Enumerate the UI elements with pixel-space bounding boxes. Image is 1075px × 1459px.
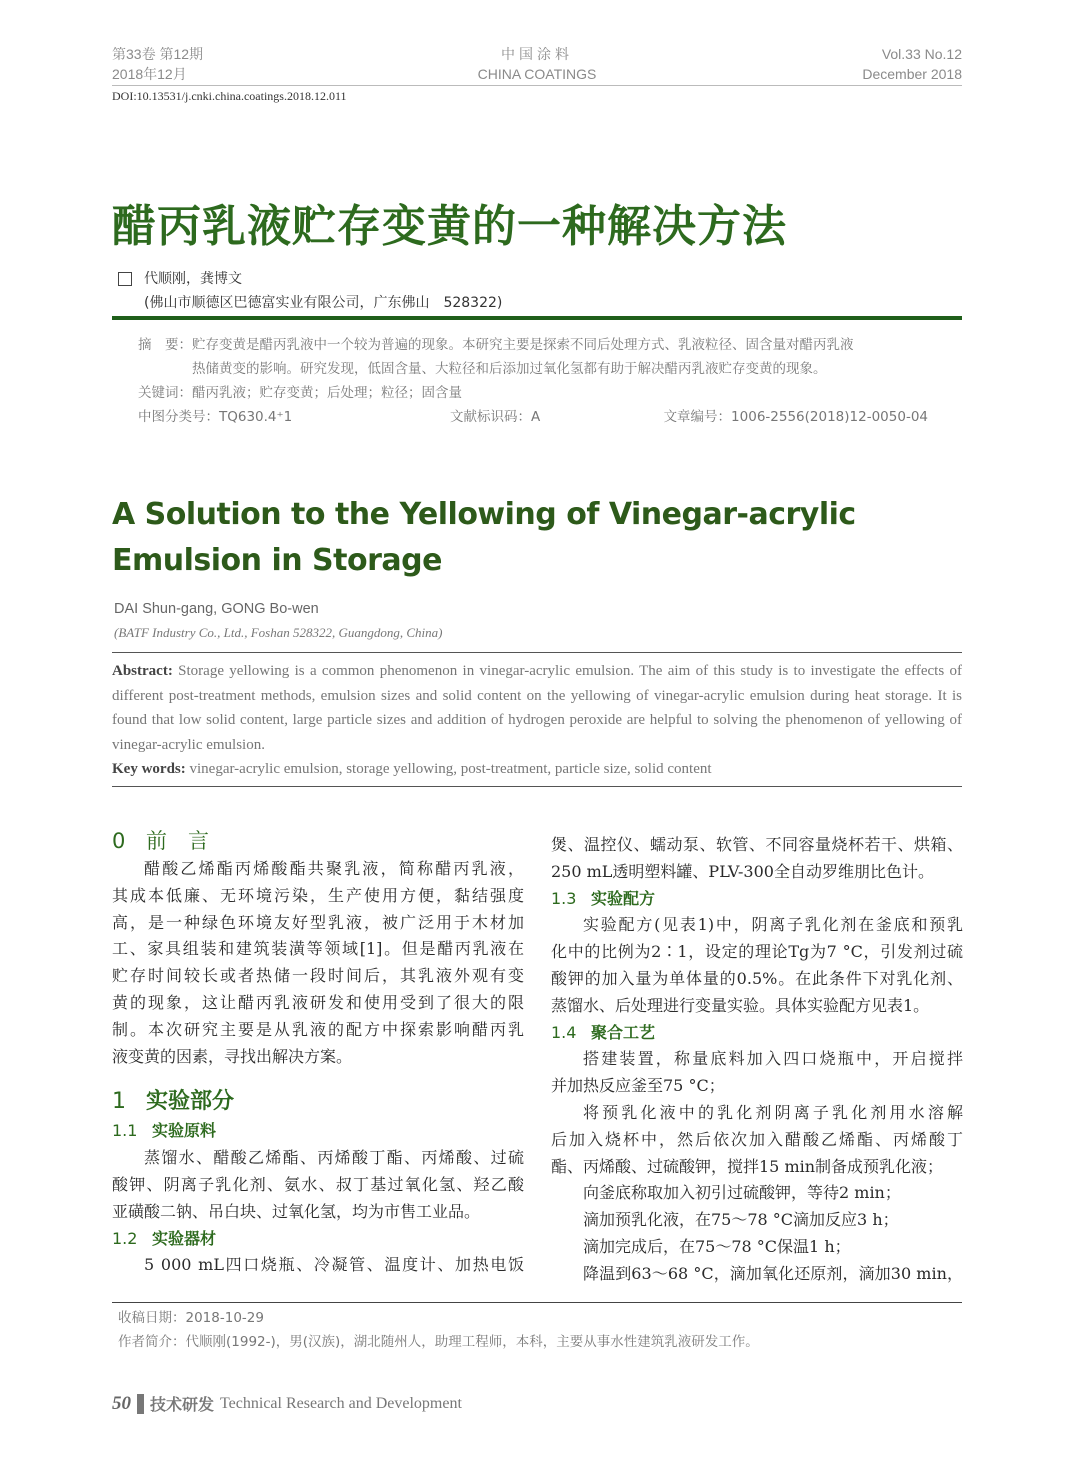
body-text-line: 其成本低廉、无环境污染，生产使用方便，黏结强度 [112, 885, 524, 905]
body-text-line: 醋酸乙烯酯丙烯酸酯共聚乳液，简称醋丙乳液， [144, 859, 524, 878]
section-number: 1.1 [112, 1121, 138, 1141]
body-text-line: 液变黄的因素，寻找出解决方案。 [112, 1046, 353, 1066]
body-text-line: 酯、丙烯酸、过硫酸钾，搅拌15 min制备成预乳化液； [551, 1156, 944, 1176]
body-text-line: 滴加预乳化液，在75～78 °C滴加反应3 h； [583, 1210, 899, 1230]
affiliation-cn: (佛山市顺德区巴德富实业有限公司，广东佛山 528322) [144, 295, 503, 311]
section-title: 实验配方 [591, 888, 656, 908]
section-heading [112, 826, 524, 856]
affiliation-en: (BATF Industry Co., Ltd., Foshan 528322, Guangdong, China) [114, 625, 443, 640]
section-heading [112, 1118, 524, 1145]
header-left [112, 44, 203, 84]
volume-issue-cn: 第33卷 第12期 [112, 46, 204, 62]
body-text-line: 实验配方(见表1)中，阴离子乳化剂在釜底和预乳 [583, 915, 963, 935]
section-number: 1 [112, 1089, 126, 1115]
footer-bar [137, 1394, 144, 1414]
section-number: 1.4 [551, 1022, 577, 1042]
body-text-line: 工、家具组装和建筑装潢等领域[1]。但是醋丙乳液在 [112, 939, 524, 959]
date-en: December 2018 [862, 66, 962, 82]
clc-number: 中图分类号：TQ630.4⁺1 [138, 409, 293, 425]
section-heading [551, 1020, 963, 1047]
body-text-line: 蒸馏水、醋酸乙烯酯、丙烯酸丁酯、丙烯酸、过硫 [144, 1148, 524, 1168]
received-date: 收稿日期：2018-10-29 [118, 1310, 264, 1326]
abstract-bottom-rule [112, 786, 962, 787]
abstract-cn [138, 333, 938, 429]
section-heading [551, 886, 963, 913]
header-right [862, 44, 962, 84]
abstract-en [112, 659, 962, 782]
abstract-en-text: Storage yellowing is a common phenomenon in vinegar-acrylic emulsion. The aim of this study is to investigate the effects of different post-treatment methods, emulsion sizes and solid content on the yellowing of vinegar-acrylic emulsion during heat storage. It is found that low solid content, large particle sizes and addition of hydrogen peroxide are helpful to solving the phenomenon of yellowing of vinegar-acrylic emulsion. [112, 663, 962, 753]
header-rule [112, 85, 962, 86]
section-title: 前 言 [146, 829, 209, 853]
body-text-line: 250 mL透明塑料罐、PLV-300全自动罗维朋比色计。 [551, 861, 934, 881]
body-text-line: 亚磺酸二钠、吊白块、过氧化氢，均为市售工业品。 [112, 1201, 481, 1221]
body-text-line: 酸钾的加入量为单体量的0.5%。在此条件下对乳化剂、 [551, 968, 963, 988]
footnote-rule [112, 1302, 962, 1303]
body-text-line: 化中的比例为2∶1，设定的理论Tg为7 °C，引发剂过硫 [551, 942, 963, 962]
section-number: 1.2 [112, 1228, 138, 1248]
body-text-line: 将预乳化液中的乳化剂阴离子乳化剂用水溶解 [583, 1102, 963, 1122]
authors-cn: 代顺刚，龚博文 [144, 271, 242, 287]
journal-name-en: CHINA COATINGS [477, 66, 597, 82]
date-cn: 2018年12月 [112, 66, 187, 82]
square-bullet-icon [118, 272, 132, 286]
title-cn: 醋丙乳液贮存变黄的一种解决方法 [112, 201, 787, 252]
body-text-line: 向釜底称取加入初引过硫酸钾，等待2 min； [583, 1183, 901, 1203]
body-text-line: 后加入烧杯中，然后依次加入醋酸乙烯酯、丙烯酸丁 [551, 1129, 963, 1149]
journal-name-cn: 中国涂料 [501, 46, 573, 62]
document-code: 文献标识码：A [450, 409, 541, 425]
body-text-line: 煲、温控仪、蠕动泵、软管、不同容量烧杯若干、烘箱、 [551, 835, 963, 854]
abstract-en-label: Abstract: [112, 663, 173, 679]
section-heading [112, 1086, 524, 1118]
keywords-en: vinegar-acrylic emulsion, storage yellowing, post-treatment, particle size, solid content [189, 761, 712, 777]
right-column [551, 832, 963, 1288]
authors-en: DAI Shun-gang, GONG Bo-wen [114, 601, 319, 617]
abstract-cn-line2: 热储黄变的影响。研究发现，低固含量、大粒径和后添加过氧化氢都有助于解决醋丙乳液贮存变黄的现象。 [192, 361, 827, 377]
body-text-line: 滴加完成后，在75～78 °C保温1 h； [583, 1236, 851, 1256]
keywords-cn: 醋丙乳液；贮存变黄；后处理；粒径；固含量 [192, 385, 462, 401]
abstract-top-rule [112, 652, 962, 653]
body-text-line: 降温到63～68 °C，滴加氧化还原剂，滴加30 min， [583, 1263, 963, 1283]
green-rule [112, 316, 962, 320]
section-en: Technical Research and Development [220, 1394, 462, 1412]
section-title: 实验部分 [146, 1089, 235, 1115]
author-bio: 作者简介：代顺刚(1992-)，男(汉族)，湖北随州人，助理工程师，本科，主要从事水性建筑乳液研发工作。 [118, 1334, 759, 1350]
footnotes [118, 1306, 759, 1354]
body-text-line: 黄的现象，这让醋丙乳液研发和使用受到了很大的限 [112, 992, 524, 1012]
body-text-line: 贮存时间较长或者热储一段时间后，其乳液外观有变 [112, 966, 524, 986]
page-number: 50 [112, 1392, 131, 1414]
section-cn: 技术研发 [150, 1397, 215, 1414]
header-center [437, 44, 637, 84]
article-number: 文章编号：1006-2556(2018)12-0050-04 [663, 409, 928, 425]
body-text-line: 制。本次研究主要是从乳液的配方中探索影响醋丙乳 [112, 1019, 524, 1039]
page-footer [112, 1392, 462, 1415]
volume-issue-en: Vol.33 No.12 [881, 46, 962, 62]
body-text-line: 蒸馏水、后处理进行变量实验。具体实验配方见表1。 [551, 995, 930, 1015]
section-number: 1.3 [551, 888, 577, 908]
body-text-line: 并加热反应釜至75 °C； [551, 1076, 725, 1096]
body-text-line: 5 000 mL四口烧瓶、冷凝管、温度计、加热电饭 [144, 1255, 524, 1275]
section-title: 聚合工艺 [591, 1022, 656, 1042]
section-title: 实验原料 [152, 1121, 217, 1141]
section-title: 实验器材 [152, 1228, 217, 1248]
left-column [112, 826, 524, 1279]
body-text-line: 酸钾、阴离子乳化剂、氨水、叔丁基过氧化氢、羟乙酸 [112, 1174, 524, 1194]
abstract-cn-line1: 贮存变黄是醋丙乳液中一个较为普遍的现象。本研究主要是探索不同后处理方式、乳液粒径、固含量对醋丙乳液 [192, 337, 854, 353]
body-text-line: 高，是一种绿色环境友好型乳液，被广泛用于木材加 [112, 912, 524, 932]
section-heading [112, 1226, 524, 1253]
body-text-line: 搭建装置，称量底料加入四口烧瓶中，开启搅拌 [583, 1049, 963, 1069]
keywords-en-label: Key words: [112, 761, 186, 777]
title-en: A Solution to the Yellowing of Vinegar-acrylic Emulsion in Storage [112, 497, 856, 578]
section-number: 0 [112, 829, 126, 853]
keywords-cn-label: 关键词： [138, 385, 192, 401]
abstract-cn-label: 摘 要： [138, 337, 192, 353]
doi: DOI:10.13531/j.cnki.china.coatings.2018.12.011 [112, 89, 347, 103]
